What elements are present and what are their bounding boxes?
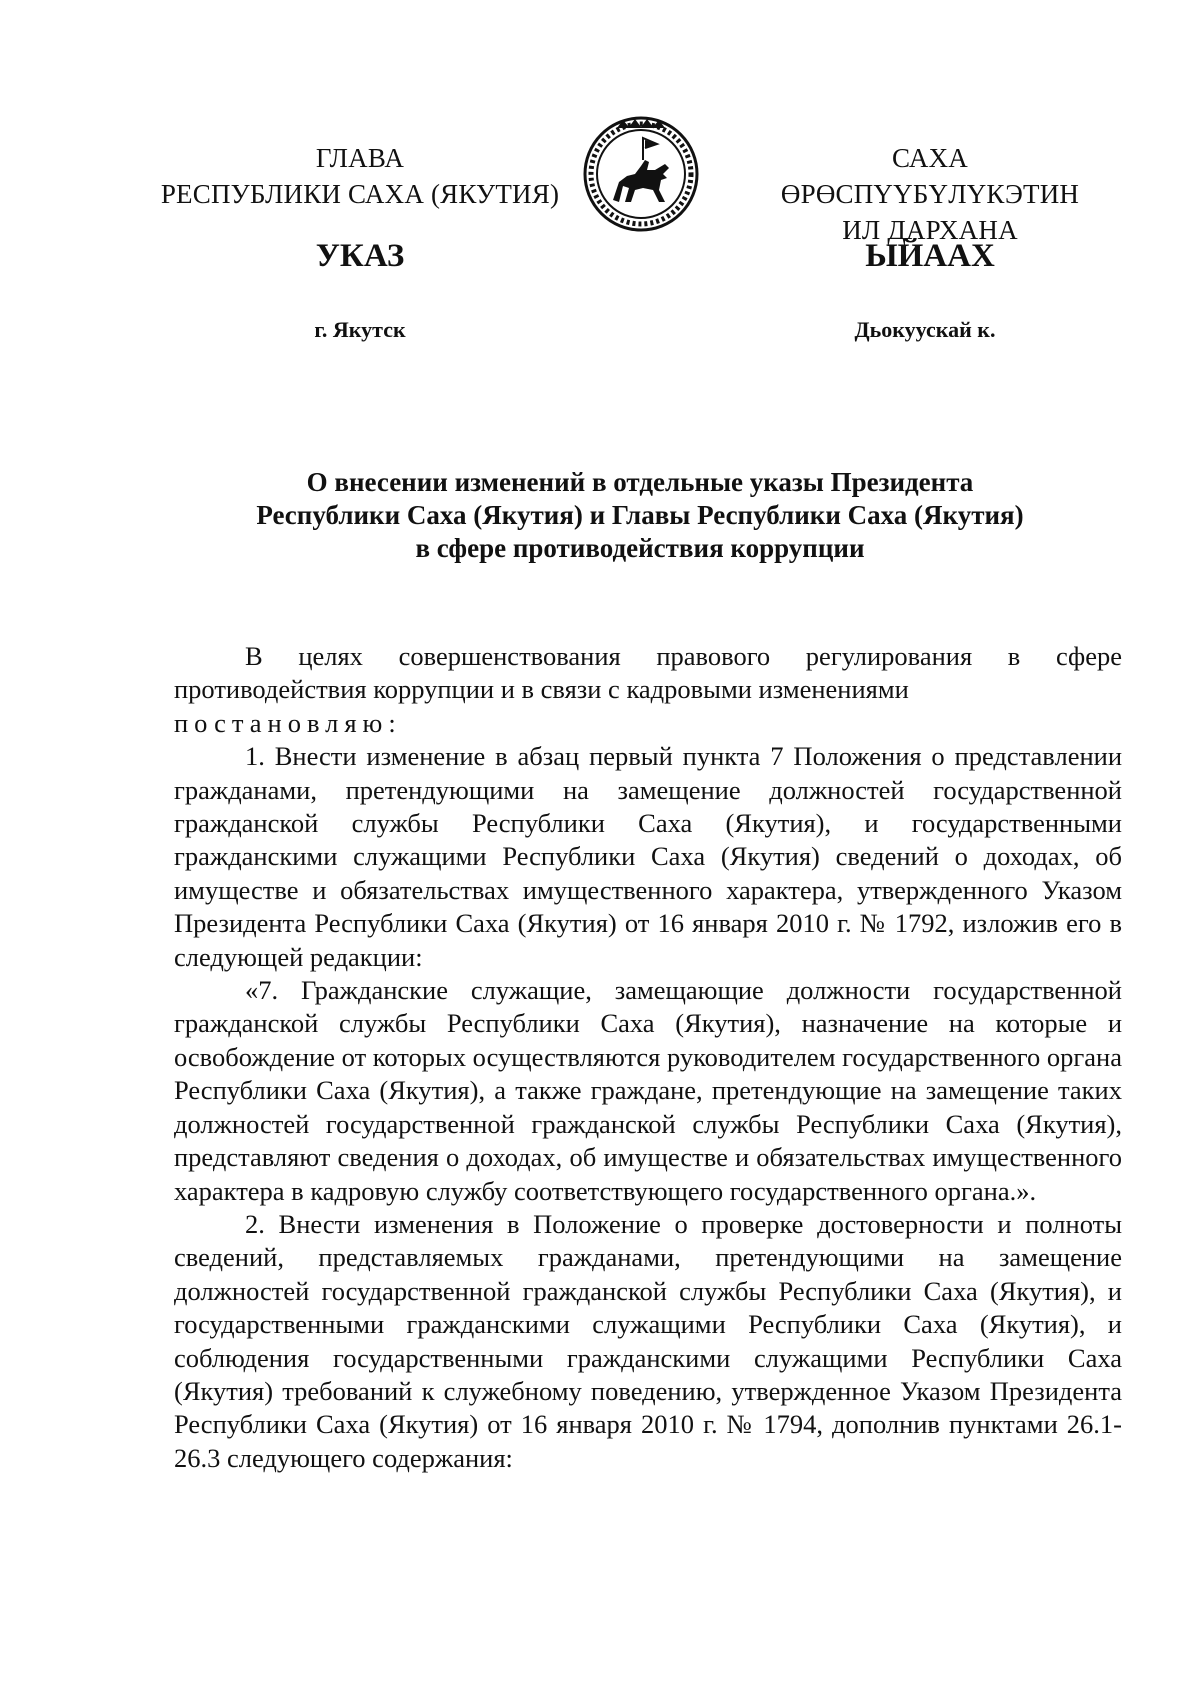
title-line-1: О внесении изменений в отдельные указы Президента	[306, 467, 974, 497]
paragraph-item-2: 2. Внести изменения в Положение о проверке достоверности и полноты сведений, представляемых гражданами, претендующими на замещение должностей государственной гражданской службы Республики Саха (Якутия), и государственными гражданскими служащими Республики Саха (Якутия), и соблюдения государственными гражданскими служащими Республики Саха (Якутия) требований к служебному поведению, утвержденное Указом Президента Республики Саха (Якутия) от 16 января 2010 г. № 1794, дополнив пунктами 26.1-26.3 следующего содержания:	[174, 1208, 1122, 1473]
header-left-line1: ГЛАВА	[315, 143, 405, 173]
decree-title-sah: ЫЙААХ	[865, 238, 995, 274]
preamble-paragraph: В целях совершенствования правового регулирования в сфере противодействия коррупции и в связи с кадровыми изменениями	[174, 641, 1122, 705]
title-line-3: в сфере противодействия коррупции	[415, 533, 865, 563]
header-right-block	[740, 140, 1120, 248]
decree-title-ru: УКАЗ	[315, 238, 405, 274]
header-right-line1: САХА ӨРӨСПҮҮБҮЛҮКЭТИН	[780, 143, 1080, 209]
coat-of-arms-emblem-icon	[583, 116, 699, 232]
city-sah: Дьокуускай к.	[854, 317, 996, 342]
document-title	[160, 466, 1120, 565]
paragraph-quoted-item-7: «7. Гражданские служащие, замещающие должности государственной гражданской службы Республики Саха (Якутия), назначение на которые и освобождение от которых осуществляются руководителем государственного органа Республики Саха (Якутия), а также граждане, претендующие на замещение таких должностей государственной гражданской службы Республики Саха (Якутия), представляют сведения о доходах, об имуществе и обязательствах имущественного характера в кадровую службу соответствующего государственного органа.».	[174, 975, 1122, 1206]
city-ru: г. Якутск	[314, 317, 406, 342]
title-line-2: Республики Саха (Якутия) и Главы Республики Саха (Якутия)	[256, 500, 1024, 530]
header-right-line2: ИЛ ДАРХАНА	[842, 215, 1018, 245]
preamble-decree-word: постановляю:	[174, 707, 402, 738]
paragraph-item-1: 1. Внести изменение в абзац первый пункта 7 Положения о представлении гражданами, претендующими на замещение должностей государственной гражданской службы Республики Саха (Якутия), и государственными гражданскими служащими Республики Саха (Якутия) сведений о доходах, об имуществе и обязательствах имущественного характера, утвержденного Указом Президента Республики Саха (Якутия) от 16 января 2010 г. № 1792, изложив его в следующей редакции:	[174, 741, 1122, 972]
header-left-line2: РЕСПУБЛИКИ САХА (ЯКУТИЯ)	[160, 179, 560, 209]
document-body	[174, 640, 1122, 1475]
header-left-block	[150, 140, 570, 212]
